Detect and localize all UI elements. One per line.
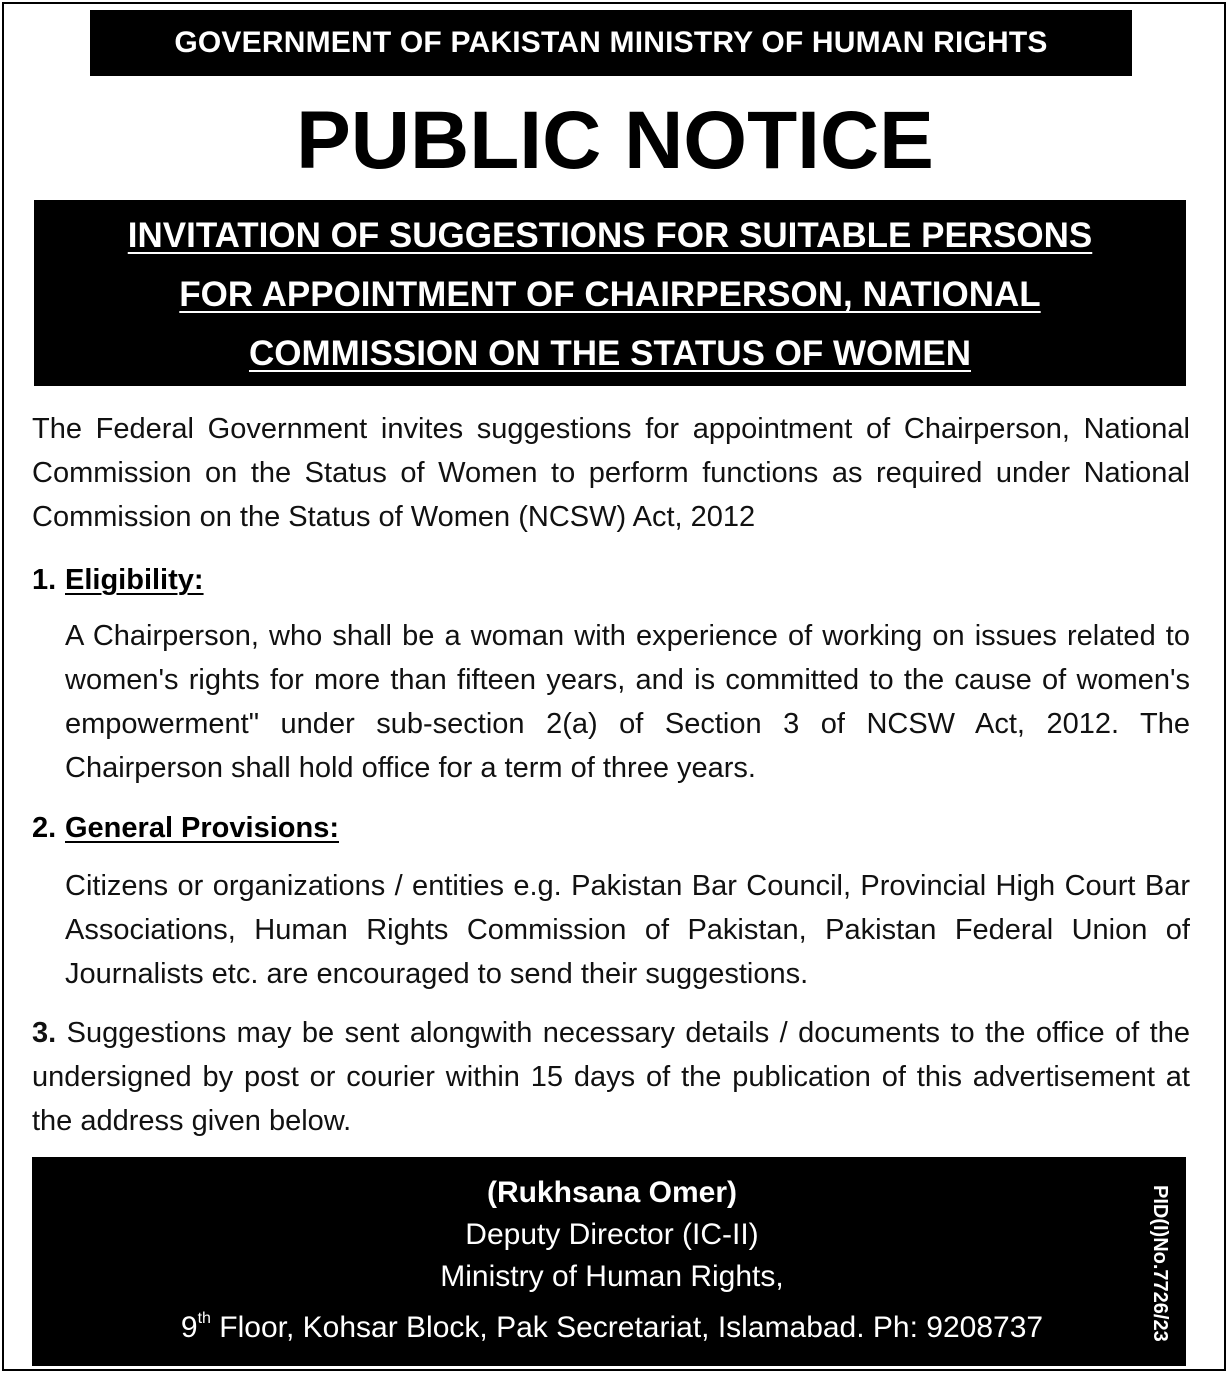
section-3-paragraph bbox=[32, 1011, 1190, 1143]
address-floor-suffix: th bbox=[197, 1310, 211, 1327]
section-3-number: 3. bbox=[32, 1017, 57, 1049]
signatory-address bbox=[32, 1297, 1192, 1350]
invitation-line-2: FOR APPOINTMENT OF CHAIRPERSON, NATIONAL bbox=[179, 275, 1041, 314]
signatory-name: (Rukhsana Omer) bbox=[486, 1176, 738, 1209]
government-banner-text: GOVERNMENT OF PAKISTAN MINISTRY OF HUMAN RIGHTS bbox=[174, 26, 1048, 59]
signatory-ministry: Ministry of Human Rights, bbox=[440, 1260, 784, 1293]
section-1-text: A Chairperson, who shall be a woman with experience of working on issues related to women's rights for more than fifteen years, and is committed to the cause of women's empowerment" under sub-section 2(a) of Section 3 of NCSW Act, 2012. The Chairperson shall hold office for a term of three years. bbox=[65, 620, 1190, 784]
section-1-title: Eligibility: bbox=[65, 564, 204, 596]
section-1-heading bbox=[32, 558, 204, 602]
section-2-number: 2. bbox=[32, 812, 57, 844]
invitation-heading-box bbox=[34, 200, 1186, 386]
signatory-designation: Deputy Director (IC-II) bbox=[465, 1218, 759, 1251]
pid-code: PID(I)No.7726/23 bbox=[1149, 1184, 1171, 1342]
section-2-text: Citizens or organizations / entities e.g. Pakistan Bar Council, Provincial High Court Bar Associations, Human Rights Commission of Pakistan, Pakistan Federal Union of Journalists etc. are encouraged to send their suggestions. bbox=[65, 870, 1190, 990]
notice-title: PUBLIC NOTICE bbox=[296, 95, 934, 186]
address-rest: Floor, Kohsar Block, Pak Secretariat, Islamabad. Ph: 9208737 bbox=[210, 1311, 1044, 1344]
section-2-heading bbox=[32, 806, 339, 850]
signature-block bbox=[32, 1157, 1186, 1366]
invitation-line-1: INVITATION OF SUGGESTIONS FOR SUITABLE PERSONS bbox=[127, 216, 1093, 255]
intro-paragraph: The Federal Government invites suggestions for appointment of Chairperson, National Commission on the Status of Women to perform functions as required under National Commission on the Status of Women (NCSW) Act, 2012 bbox=[32, 413, 1190, 533]
section-3-text: Suggestions may be sent alongwith necessary details / documents to the office of the undersigned by post or courier within 15 days of the publication of this advertisement at the address given below. bbox=[32, 1017, 1190, 1137]
address-floor-number: 9 bbox=[180, 1311, 198, 1344]
section-1-number: 1. bbox=[32, 564, 57, 596]
section-2-title: General Provisions: bbox=[65, 812, 339, 844]
government-banner bbox=[90, 10, 1132, 76]
invitation-line-3: COMMISSION ON THE STATUS OF WOMEN bbox=[248, 334, 971, 373]
